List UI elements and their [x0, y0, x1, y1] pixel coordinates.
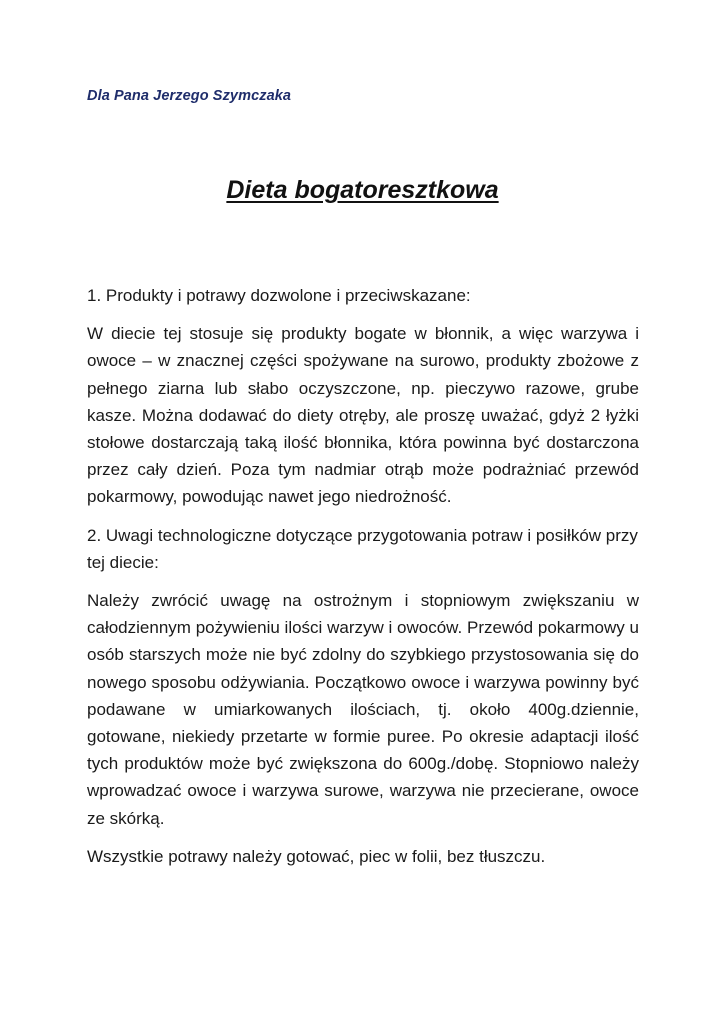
- document-body: [87, 282, 639, 881]
- section-2-heading: 2. Uwagi technologiczne dotyczące przygotowania potraw i posiłków przy tej diecie:: [87, 525, 638, 572]
- dedication-line: Dla Pana Jerzego Szymczaka: [87, 88, 292, 104]
- document-title: Dieta bogatoresztkowa: [226, 176, 499, 204]
- section-2-paragraph: Należy zwrócić uwagę na ostrożnym i stopniowym zwiększaniu w całodziennym pożywieniu ilości warzyw i owoców. Przewód pokarmowy u osób starszych może nie być zdolny do szybkiego przystosowania się do nowego sposobu odżywiania. Początkowo owoce i warzywa powinny być podawane w umiarkowanych ilościach, tj. około 400g.dziennie, gotowane, niekiedy przetarte w formie puree. Po okresie adaptacji ilość tych produktów może być zwiększona do 600g./dobę. Stopniowo należy wprowadzać owoce i warzywa surowe, warzywa nie przecierane, owoce ze skórką.: [87, 591, 639, 828]
- section-1-paragraph: W diecie tej stosuje się produkty bogate w błonnik, a więc warzywa i owoce – w znacznej części spożywane na surowo, produkty zbożowe z pełnego ziarna lub słabo oczyszczone, np. pieczywo razowe, grube kasze. Można dodawać do diety otręby, ale proszę uważać, gdyż 2 łyżki stołowe dostarczają taką ilość błonnika, która powinna być dostarczona przez cały dzień. Poza tym nadmiar otrąb może podrażniać przewód pokarmowy, powodując nawet jego niedrożność.: [87, 324, 639, 507]
- section-1-heading: 1. Produkty i potrawy dozwolone i przeciwskazane:: [87, 286, 471, 305]
- section-2-closing-paragraph: Wszystkie potrawy należy gotować, piec w folii, bez tłuszczu.: [87, 846, 546, 866]
